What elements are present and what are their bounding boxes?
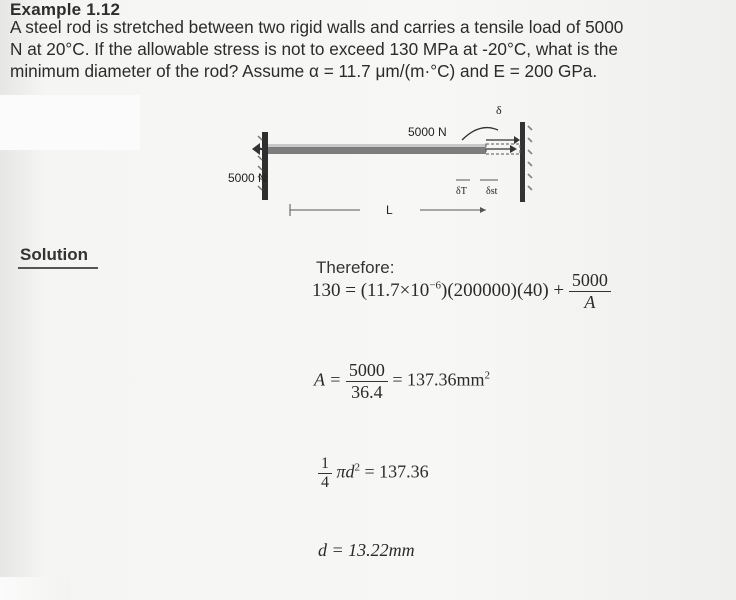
load-label-top: 5000 N (408, 125, 447, 139)
eq2-exponent: 2 (484, 369, 490, 382)
eq3-exponent: 2 (354, 461, 361, 474)
eq1-fraction (569, 270, 611, 313)
eq1-numerator: 5000 (571, 270, 608, 290)
therefore-label: Therefore: (316, 258, 395, 277)
equation-result: d = 13.22mm (318, 540, 415, 560)
problem-line: minimum diameter of the rod? Assume α = 11.7 μm/(m·°C) and E = 200 GPa. (10, 61, 598, 81)
eq3-numerator: 1 (321, 455, 329, 472)
length-label: L (386, 203, 393, 217)
top-load-arrow (462, 128, 520, 144)
equation-diameter-relation (318, 455, 429, 492)
problem-line: N at 20°C. If the allowable stress is not to exceed 130 MPa at -20°C, what is the (10, 39, 618, 59)
load-label-left: 5000 N (228, 171, 267, 185)
eq3-term: πd (336, 461, 355, 482)
eq1-lhs: 130 = (11.7×10 (312, 279, 430, 301)
delta-t-label: δT (456, 186, 467, 197)
eq2-denominator: 36.4 (346, 381, 388, 403)
eq1-denominator: A (569, 291, 611, 313)
page-patch (0, 577, 70, 600)
eq2-fraction (346, 360, 388, 403)
left-wall (258, 132, 268, 200)
page-patch (0, 95, 140, 150)
problem-statement (10, 16, 730, 82)
delta-label: δ (496, 103, 502, 117)
equation-stress (312, 270, 611, 313)
solution-underline (18, 267, 98, 269)
eq3-denominator: 4 (318, 473, 332, 492)
right-wall (520, 122, 532, 202)
problem-line: A steel rod is stretched between two rigid walls and carries a tensile load of 5000 (10, 17, 624, 37)
eq1-mid: )(200000)(40) + (441, 279, 565, 301)
rod-diagram (180, 100, 560, 220)
eq2-numerator: 5000 (348, 360, 385, 380)
eq3-value: = 137.36 (360, 461, 429, 482)
delta-st-label: δst (486, 186, 498, 197)
solution-heading: Solution (20, 245, 88, 264)
eq2-lhs: A = (314, 369, 342, 390)
eq1-exponent: −6 (429, 279, 442, 292)
eq2-rhs: = 137.36mm (392, 369, 485, 390)
eq3-fraction (318, 455, 332, 492)
example-title: Example 1.12 (10, 0, 121, 19)
right-arrow (486, 145, 517, 153)
equation-area (314, 360, 490, 403)
steel-rod (268, 144, 520, 154)
